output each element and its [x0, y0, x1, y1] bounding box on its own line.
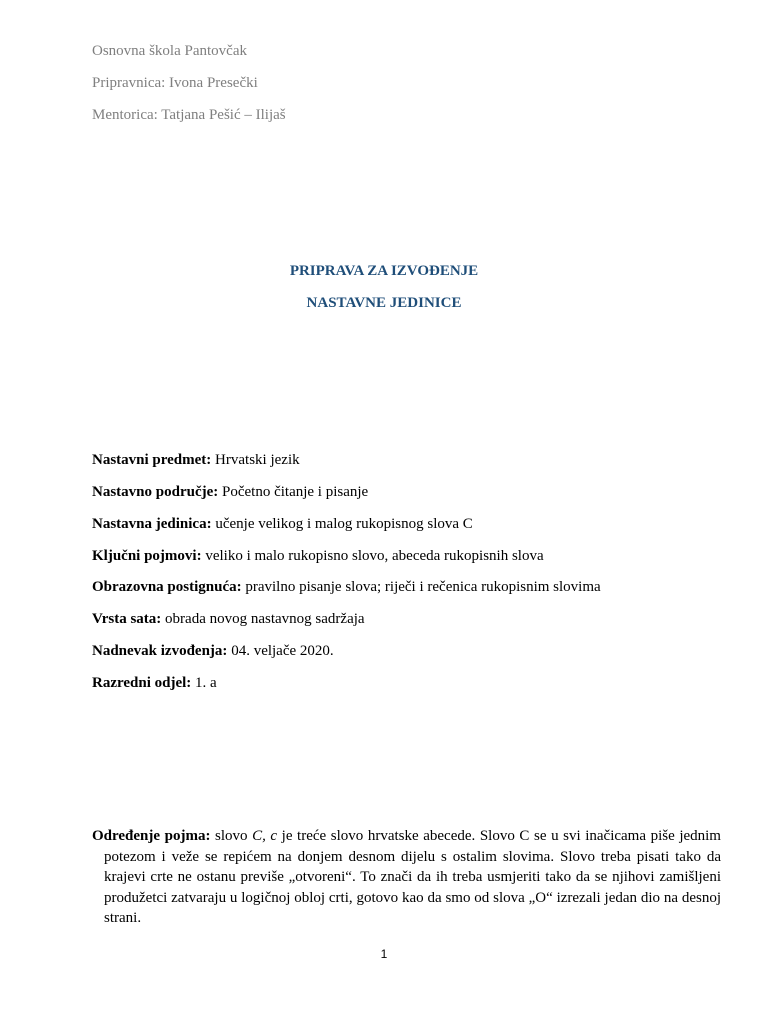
- field-subject: [92, 452, 300, 469]
- field-value: 1. a: [195, 675, 217, 691]
- field-label: Vrsta sata:: [92, 611, 162, 627]
- field-key-terms: [92, 548, 544, 565]
- definition-paragraph: [92, 826, 721, 929]
- title-line-2: NASTAVNE JEDINICE: [306, 295, 462, 311]
- field-label: Nadnevak izvođenja:: [92, 643, 228, 659]
- field-outcomes: [92, 579, 601, 596]
- definition-text-1: slovo: [215, 828, 253, 844]
- field-label: Razredni odjel:: [92, 675, 192, 691]
- definition-label: Određenje pojma:: [92, 828, 211, 844]
- mentor-name: Mentorica: Tatjana Pešić – Ilijaš: [92, 107, 286, 123]
- page-number: 1: [380, 947, 388, 961]
- field-lesson-type: [92, 611, 365, 628]
- field-class: [92, 675, 217, 692]
- definition-italic-letter: C, c: [252, 828, 278, 844]
- field-label: Nastavni predmet:: [92, 452, 212, 468]
- field-value: veliko i malo rukopisno slovo, abeceda rukopisnih slova: [205, 548, 544, 564]
- field-date: [92, 643, 334, 660]
- field-value: obrada novog nastavnog sadržaja: [165, 611, 365, 627]
- field-value: Hrvatski jezik: [215, 452, 300, 468]
- field-unit: [92, 516, 473, 533]
- field-value: učenje velikog i malog rukopisnog slova C: [215, 516, 473, 532]
- field-value: 04. veljače 2020.: [231, 643, 334, 659]
- title-line-1: PRIPRAVA ZA IZVOĐENJE: [289, 263, 479, 279]
- field-area: [92, 484, 368, 501]
- definition-text-2: je treće slovo hrvatske abecede. Slovo C se u svi inačicama piše jednim potezom i veže se repićem na donjem desnom dijelu s ostalim slovima. Slovo treba pisati tako da krajevi crte ne ostanu previše „otvoreni“. To znači da ih treba usmjeriti tako da se njihovi zamišljeni produžetci zatvaraju u logičnoj obloj crti, gotovo kao da smo od slova „O“ izrezali jedan dio na desnoj strani.: [104, 828, 721, 926]
- field-value: Početno čitanje i pisanje: [222, 484, 369, 500]
- trainee-name: Pripravnica: Ivona Presečki: [92, 75, 258, 91]
- field-label: Ključni pojmovi:: [92, 548, 202, 564]
- field-value: pravilno pisanje slova; riječi i rečenica rukopisnim slovima: [245, 579, 601, 595]
- field-label: Nastavna jedinica:: [92, 516, 212, 532]
- term-definition: [92, 826, 721, 929]
- field-label: Nastavno područje:: [92, 484, 219, 500]
- field-label: Obrazovna postignuća:: [92, 579, 242, 595]
- school-name: Osnovna škola Pantovčak: [92, 43, 247, 59]
